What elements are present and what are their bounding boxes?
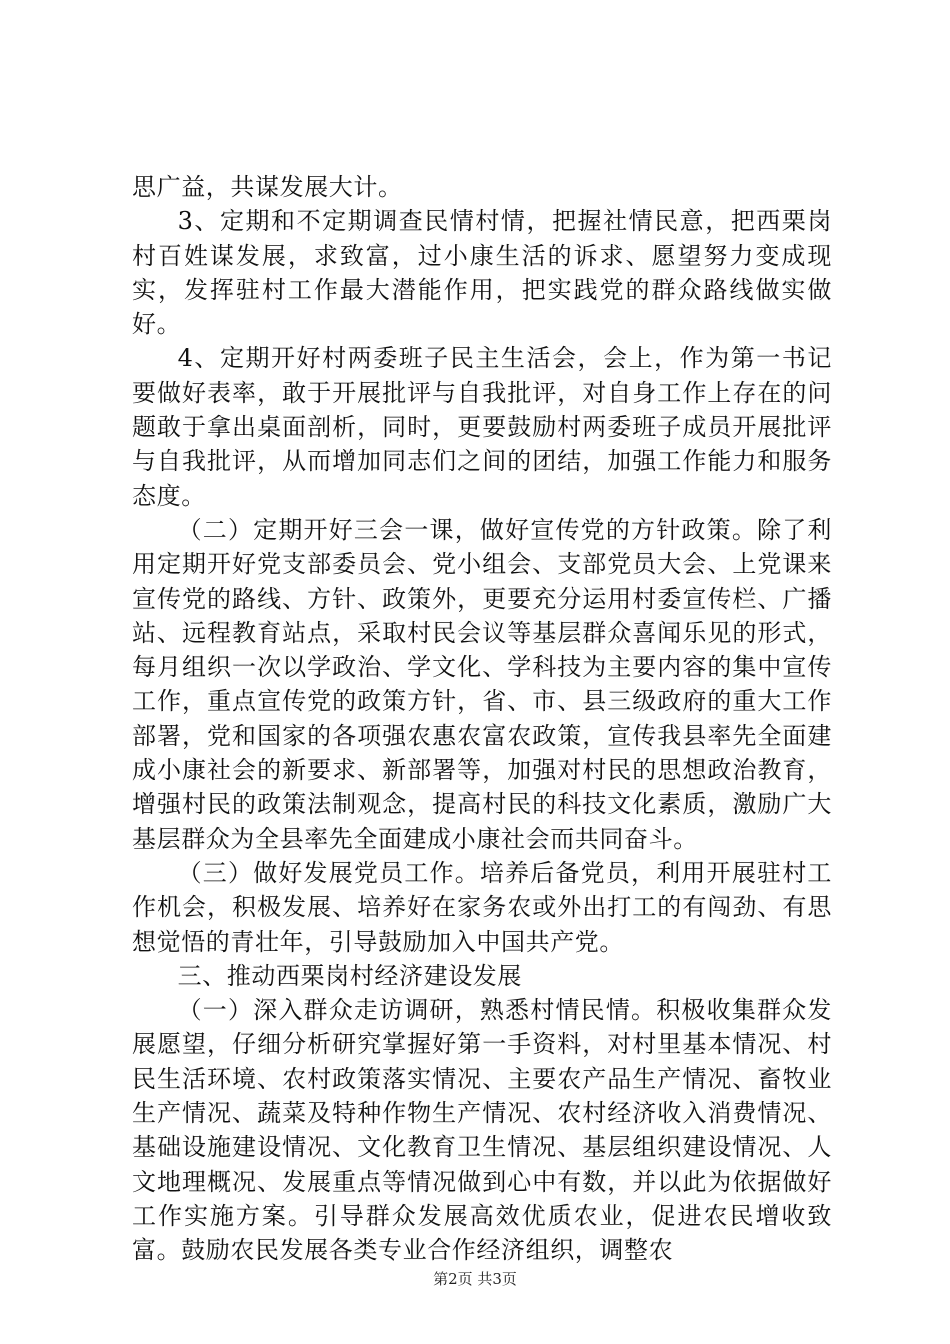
paragraph-section-2-2: （二）定期开好三会一课，做好宣传党的方针政策。除了利用定期开好党支部委员会、党小组会、支部党员大会、上党课来宣传党的路线、方针、政策外，更要充分运用村委宣传栏、广播站、远程教育站点，采取村民会议等基层群众喜闻乐见的形式，每月组织一次以学政治、学文化、学科技为主要内容的集中宣传工作，重点宣传党的政策方针，省、市、县三级政府的重大工作部署，党和国家的各项强农惠农富农政策，宣传我县率先全面建成小康社会的新要求、新部署等，加强对村民的思想政治教育，增强村民的政策法制观念，提高村民的科技文化素质，激励广大基层群众为全县率先全面建成小康社会而共同奋斗。: [132, 515, 832, 853]
paragraph-section-3-1: （一）深入群众走访调研，熟悉村情民情。积极收集群众发展愿望，仔细分析研究掌握好第一手资料，对村里基本情况、村民生活环境、农村政策落实情况、主要农产品生产情况、畜牧业生产情况、蔬菜及特种作物生产情况、农村经济收入消费情况、基础设施建设情况、文化教育卫生情况、基层组织建设情况、人文地理概况、发展重点等情况做到心中有数，并以此为依据做好工作实施方案。引导群众发展高效优质农业，促进农民增收致富。鼓励农民发展各类专业合作经济组织，调整农: [132, 996, 832, 1265]
section-heading-3: 三、推动西栗岗村经济建设发展: [177, 961, 522, 990]
page-footer: 第2页 共3页: [433, 1270, 517, 1288]
document-body: [132, 170, 832, 1268]
paragraph-item-3: 3、定期和不定期调查民情村情，把握社情民意，把西栗岗村百姓谋发展，求致富，过小康生活的诉求、愿望努力变成现实，发挥驻村工作最大潜能作用，把实践党的群众路线做实做好。: [132, 207, 832, 339]
paragraph-continuation: 思广益，共谋发展大计。: [132, 173, 403, 201]
paragraph-item-4: 4、定期开好村两委班子民主生活会，会上，作为第一书记要做好表率，敢于开展批评与自我批评，对自身工作上存在的问题敢于拿出桌面剖析，同时，更要鼓励村两委班子成员开展批评与自我批评，从而增加同志们之间的团结，加强工作能力和服务态度。: [132, 344, 832, 510]
paragraph-section-2-3: （三）做好发展党员工作。培养后备党员，利用开展驻村工作机会，积极发展、培养好在家务农或外出打工的有闯劲、有思想觉悟的青壮年，引导鼓励加入中国共产党。: [132, 858, 832, 956]
